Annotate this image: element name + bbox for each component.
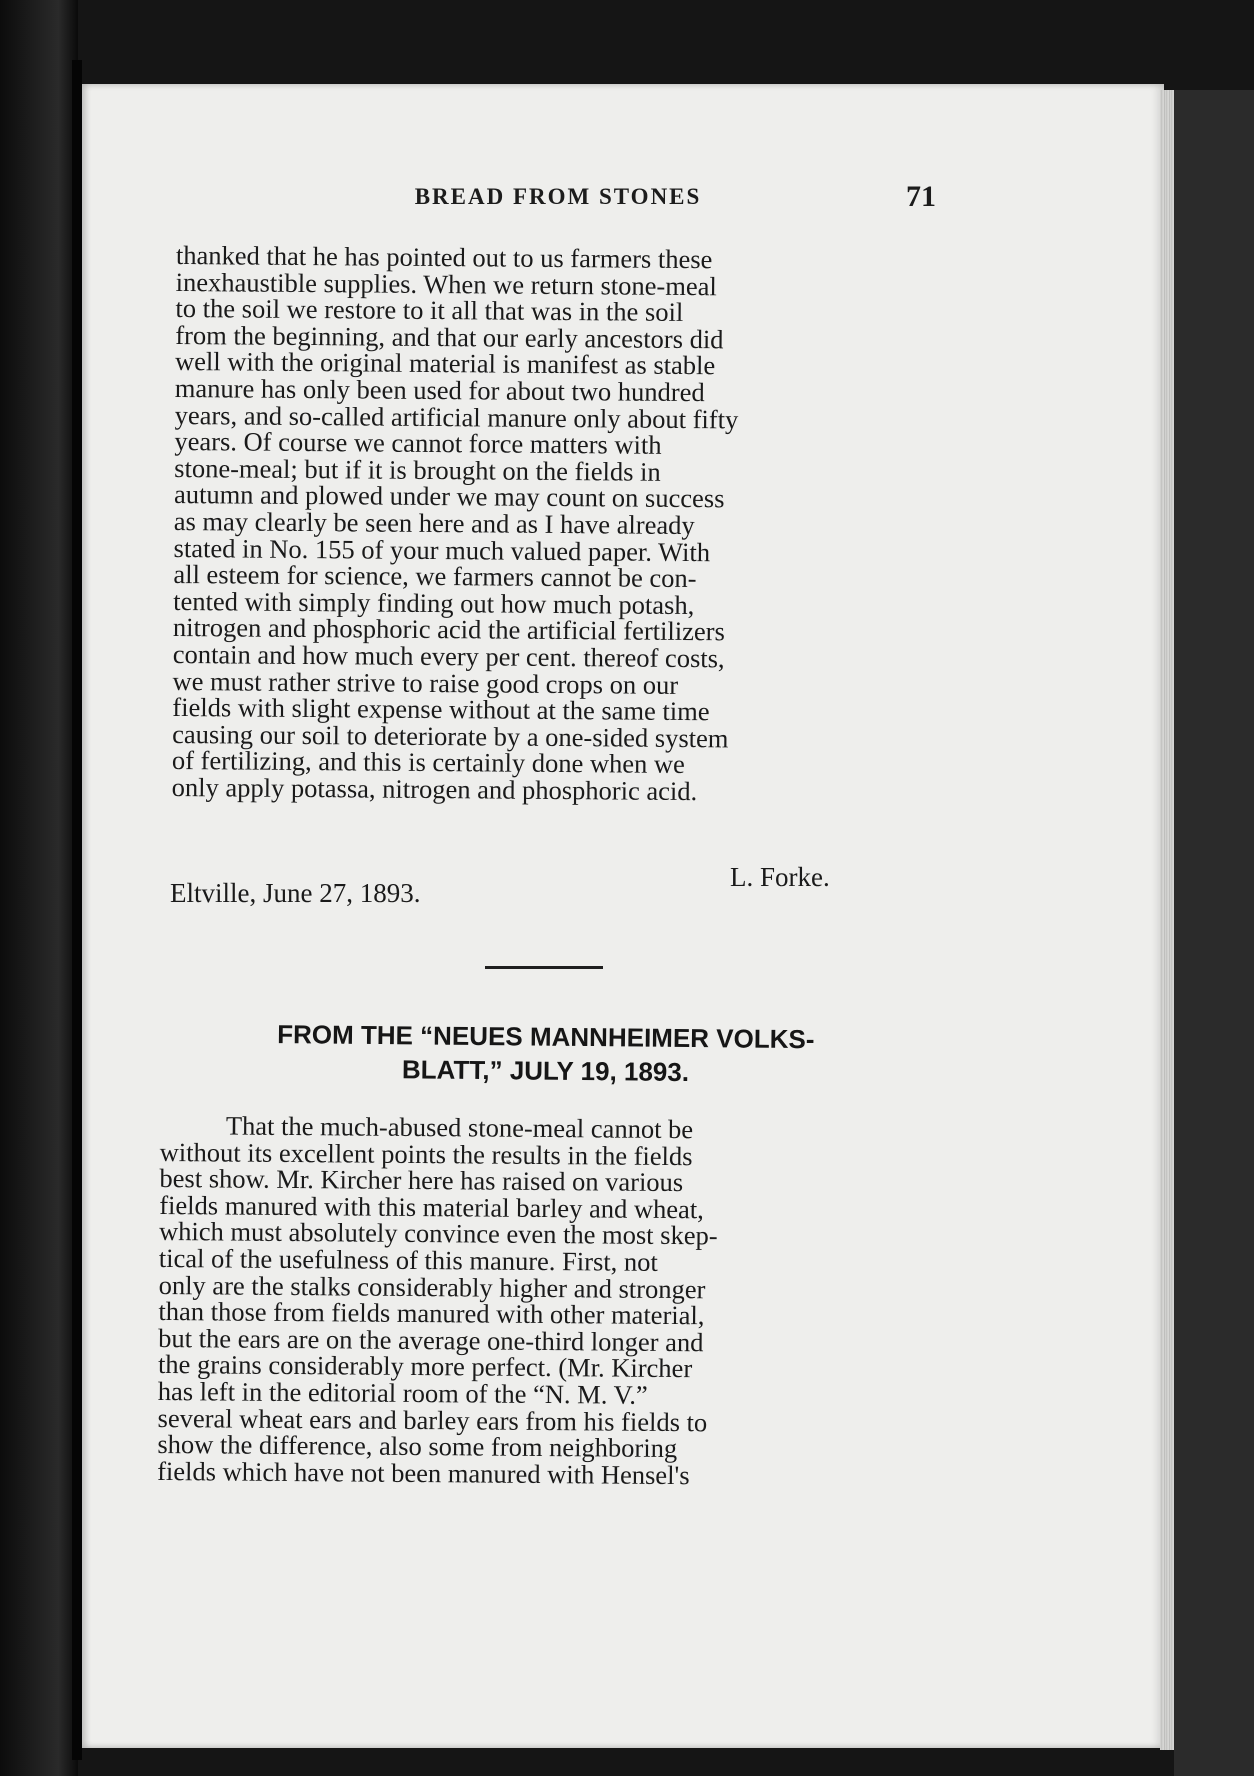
- text-line: only are the stalks considerably higher and stronger: [158, 1269, 706, 1304]
- text-line: manure has only been used for about two hundred: [174, 372, 705, 408]
- text-line: of fertilizing, and this is certainly done when we: [171, 745, 685, 780]
- text-line: has left in the editorial room of the “N. M. V.”: [157, 1375, 648, 1410]
- gutter-shadow: [72, 60, 82, 1760]
- text-line: but the ears are on the average one-third longer and: [158, 1322, 704, 1358]
- article-heading: [165, 1016, 926, 1091]
- section-divider: [485, 966, 603, 969]
- text-line: several wheat ears and barley ears from his fields to: [157, 1402, 708, 1437]
- page-number: 71: [906, 180, 936, 213]
- text-line: best show. Mr. Kircher here has raised on various: [159, 1163, 684, 1198]
- heading-line: FROM THE “NEUES MANNHEIMER VOLKS-: [277, 1019, 815, 1055]
- text-line: as may clearly be seen here and as I have already: [173, 505, 695, 541]
- text-line: only apply potassa, nitrogen and phosphoric acid.: [171, 771, 698, 806]
- text-line: fields which have not been manured with Hensel's: [157, 1455, 690, 1490]
- text-line: autumn and plowed under we may count on success: [173, 479, 725, 514]
- text-line: years, and so-called artificial manure only about fifty: [174, 399, 739, 434]
- letter-body: [172, 242, 936, 806]
- text-line: years. Of course we cannot force matters with: [174, 426, 662, 460]
- text-line: all esteem for science, we farmers cannot be con-: [173, 559, 697, 594]
- text-line: the grains considerably more perfect. (Mr. Kircher: [157, 1349, 693, 1384]
- text-line: contain and how much every per cent. thereof costs,: [172, 638, 725, 674]
- heading-line: BLATT,” JULY 19, 1893.: [401, 1054, 690, 1088]
- scan-background: [1174, 90, 1254, 1776]
- text-line: That the much-abused stone-meal cannot be: [225, 1110, 694, 1145]
- text-line: which must absolutely convince even the most skep-: [158, 1216, 718, 1251]
- page-stack-edge: [1160, 90, 1174, 1750]
- text-line: tical of the usefulness of this manure. First, not: [158, 1242, 658, 1277]
- text-line: we must rather strive to raise good crops on our: [172, 665, 679, 700]
- article-body: [157, 1112, 918, 1490]
- running-head: BREAD FROM STONES: [414, 184, 702, 209]
- text-line: tented with simply finding out how much potash,: [173, 585, 695, 620]
- text-line: stated in No. 155 of your much valued paper. With: [173, 532, 711, 567]
- text-line: well with the original material is manifest as stable: [174, 346, 716, 381]
- text-line: show the difference, also some from neighboring: [157, 1429, 678, 1464]
- text-line: nitrogen and phosphoric acid the artificial fertilizers: [172, 612, 725, 647]
- text-line: fields with slight expense without at the same time: [172, 692, 710, 727]
- text-line: without its excellent points the results in the fields: [159, 1136, 693, 1171]
- text-line: causing our soil to deteriorate by a one-sided system: [172, 718, 729, 754]
- letter-date: Eltville, June 27, 1893.: [170, 878, 421, 908]
- text-line: thanked that he has pointed out to us farmers these: [175, 240, 713, 275]
- facing-page-edge: [0, 0, 78, 1776]
- text-line: stone-meal; but if it is brought on the fields in: [174, 452, 661, 487]
- letter-signature: L. Forke.: [730, 862, 830, 892]
- text-line: to the soil we restore to it all that was in the soil: [175, 293, 684, 328]
- text-line: than those from fields manured with other material,: [158, 1296, 705, 1331]
- text-line: from the beginning, and that our early ancestors did: [175, 319, 724, 355]
- text-line: inexhaustible supplies. When we return stone-meal: [175, 266, 717, 301]
- text-line: fields manured with this material barley and wheat,: [159, 1189, 704, 1225]
